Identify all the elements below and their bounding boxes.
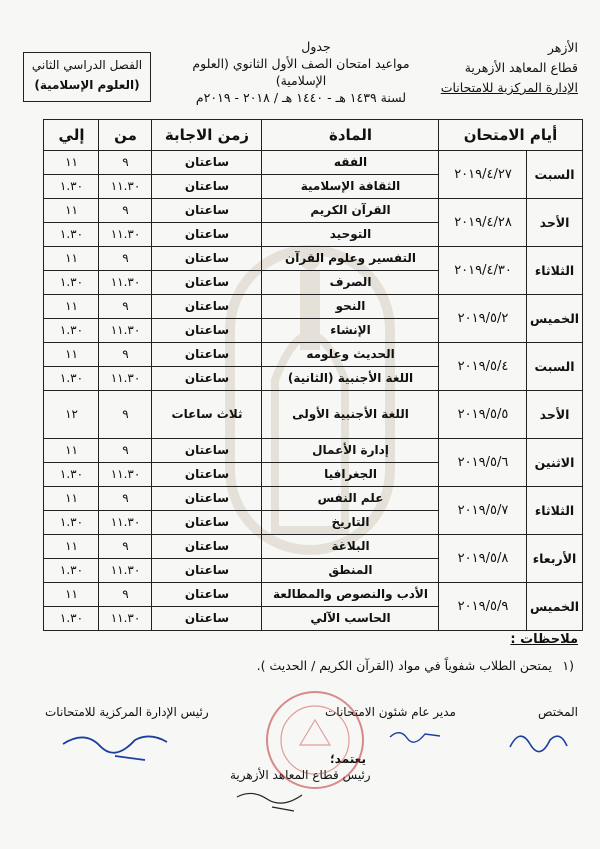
from-cell: ٩ <box>98 390 152 439</box>
exam-date-cell: ٢٠١٩/٤/٢٨ <box>438 198 527 247</box>
to-cell: ١.٣٠ <box>44 270 99 295</box>
subject-cell: التفسير وعلوم القرآن <box>261 246 439 271</box>
subject-cell: القرآن الكريم <box>261 198 439 223</box>
subject-cell: التوحيد <box>261 222 439 247</box>
subject-cell: الصرف <box>261 270 439 295</box>
to-cell: ١١ <box>44 198 99 223</box>
from-cell: ٩ <box>98 342 152 367</box>
duration-cell: ساعتان <box>151 510 262 535</box>
to-cell: ١.٣٠ <box>44 558 99 583</box>
header-from: من <box>98 120 152 151</box>
subject-cell: إدارة الأعمال <box>261 438 439 463</box>
duration-cell: ساعتان <box>151 270 262 295</box>
from-cell: ٩ <box>98 198 152 223</box>
title-academic-year: لسنة ١٤٣٩ هـ - ١٤٤٠ هـ / ٢٠١٨ - ٢٠١٩م <box>195 90 407 105</box>
approval-label: يعتمد؛ <box>330 752 366 766</box>
title-description: مواعيد امتحان الصف الأول الثانوي (العلوم الإسلامية) <box>192 56 410 88</box>
handwritten-signature-director-icon <box>385 722 445 746</box>
note-text: يمتحن الطلاب شفوياً في مواد (القرآن الكريم / الحديث ). <box>256 658 552 673</box>
to-cell: ١١ <box>44 150 99 175</box>
subject-cell: المنطق <box>261 558 439 583</box>
exam-date-cell: ٢٠١٩/٤/٣٠ <box>438 246 527 295</box>
subject-cell: الحاسب الآلي <box>261 606 439 631</box>
to-cell: ١١ <box>44 582 99 607</box>
from-cell: ١١.٣٠ <box>98 174 152 199</box>
handwritten-date-sector-icon <box>232 785 322 815</box>
document-title <box>186 38 416 106</box>
from-cell: ١١.٣٠ <box>98 606 152 631</box>
duration-cell: ساعتان <box>151 150 262 175</box>
exam-day-cell: الخميس <box>526 582 582 631</box>
subject-cell: الحديث وعلومه <box>261 342 439 367</box>
header-exam-days: أيام الامتحان <box>438 120 582 151</box>
to-cell: ١.٣٠ <box>44 510 99 535</box>
org-department: الإدارة المركزية للامتحانات <box>440 80 578 95</box>
schedule-table <box>43 119 583 631</box>
from-cell: ٩ <box>98 150 152 175</box>
subject-cell: اللغة الأجنبية الأولى <box>261 390 439 439</box>
to-cell: ١١ <box>44 534 99 559</box>
from-cell: ٩ <box>98 438 152 463</box>
signature-central-head-label: رئيس الإدارة المركزية للامتحانات <box>45 705 209 719</box>
from-cell: ١١.٣٠ <box>98 318 152 343</box>
exam-day-cell: الأربعاء <box>526 534 582 583</box>
duration-cell: ساعتان <box>151 294 262 319</box>
from-cell: ٩ <box>98 486 152 511</box>
subject-cell: علم النفس <box>261 486 439 511</box>
exam-day-cell: الخميس <box>526 294 582 343</box>
signature-sector-head-label: رئيس قطاع المعاهد الأزهرية <box>230 768 371 782</box>
handwritten-signature-central-head-icon <box>55 722 175 766</box>
exam-date-cell: ٢٠١٩/٥/٧ <box>438 486 527 535</box>
subject-cell: البلاغة <box>261 534 439 559</box>
from-cell: ١١.٣٠ <box>98 558 152 583</box>
subject-cell: الإنشاء <box>261 318 439 343</box>
header-subject: المادة <box>261 120 439 151</box>
to-cell: ١٢ <box>44 390 99 439</box>
exam-day-cell: الثلاثاء <box>526 246 582 295</box>
exam-date-cell: ٢٠١٩/٥/٦ <box>438 438 527 487</box>
exam-day-cell: السبت <box>526 150 582 199</box>
duration-cell: ساعتان <box>151 558 262 583</box>
to-cell: ١.٣٠ <box>44 318 99 343</box>
to-cell: ١١ <box>44 438 99 463</box>
from-cell: ١١.٣٠ <box>98 270 152 295</box>
duration-cell: ساعتان <box>151 486 262 511</box>
to-cell: ١.٣٠ <box>44 606 99 631</box>
note-number: ١) <box>562 658 574 673</box>
duration-cell: ساعتان <box>151 342 262 367</box>
semester-box <box>23 52 151 102</box>
to-cell: ١.٣٠ <box>44 366 99 391</box>
to-cell: ١١ <box>44 246 99 271</box>
exam-day-cell: الثلاثاء <box>526 486 582 535</box>
subject-cell: الجغرافيا <box>261 462 439 487</box>
duration-cell: ساعتان <box>151 534 262 559</box>
handwritten-signature-specialist-icon <box>505 722 575 758</box>
to-cell: ١.٣٠ <box>44 222 99 247</box>
to-cell: ١١ <box>44 294 99 319</box>
duration-cell: ساعتان <box>151 582 262 607</box>
exam-date-cell: ٢٠١٩/٥/٨ <box>438 534 527 583</box>
exam-date-cell: ٢٠١٩/٥/٤ <box>438 342 527 391</box>
notes-title: ملاحظات : <box>510 632 578 647</box>
exam-day-cell: السبت <box>526 342 582 391</box>
duration-cell: ساعتان <box>151 222 262 247</box>
exam-date-cell: ٢٠١٩/٥/٩ <box>438 582 527 631</box>
from-cell: ٩ <box>98 534 152 559</box>
duration-cell: ثلاث ساعات <box>151 390 262 439</box>
semester-label: الفصل الدراسي الثاني <box>31 58 143 72</box>
subject-cell: التاريخ <box>261 510 439 535</box>
duration-cell: ساعتان <box>151 198 262 223</box>
exam-day-cell: الاثنين <box>526 438 582 487</box>
duration-cell: ساعتان <box>151 462 262 487</box>
org-sector: قطاع المعاهد الأزهرية <box>464 60 578 75</box>
duration-cell: ساعتان <box>151 318 262 343</box>
duration-cell: ساعتان <box>151 246 262 271</box>
from-cell: ٩ <box>98 582 152 607</box>
official-stamp-icon <box>255 685 375 795</box>
duration-cell: ساعتان <box>151 438 262 463</box>
header-duration: زمن الاجابة <box>151 120 262 151</box>
org-name: الأزهر <box>547 40 578 55</box>
header-to: إلي <box>44 120 99 151</box>
to-cell: ١.٣٠ <box>44 174 99 199</box>
from-cell: ١١.٣٠ <box>98 462 152 487</box>
from-cell: ٩ <box>98 246 152 271</box>
signature-exams-director-label: مدير عام شئون الامتحانات <box>325 705 456 719</box>
subject-cell: اللغة الأجنبية (الثانية) <box>261 366 439 391</box>
to-cell: ١١ <box>44 486 99 511</box>
subject-cell: الأدب والنصوص والمطالعة <box>261 582 439 607</box>
exam-date-cell: ٢٠١٩/٤/٢٧ <box>438 150 527 199</box>
exam-date-cell: ٢٠١٩/٥/٥ <box>438 390 527 439</box>
exam-day-cell: الأحد <box>526 198 582 247</box>
duration-cell: ساعتان <box>151 606 262 631</box>
subject-cell: الثقافة الإسلامية <box>261 174 439 199</box>
title-label: جدول <box>301 39 331 54</box>
signature-specialist-label: المختص <box>538 705 578 719</box>
organization-header <box>418 38 578 98</box>
semester-division: (العلوم الإسلامية) <box>34 78 140 92</box>
to-cell: ١١ <box>44 342 99 367</box>
exam-date-cell: ٢٠١٩/٥/٢ <box>438 294 527 343</box>
from-cell: ١١.٣٠ <box>98 510 152 535</box>
subject-cell: النحو <box>261 294 439 319</box>
from-cell: ٩ <box>98 294 152 319</box>
duration-cell: ساعتان <box>151 366 262 391</box>
from-cell: ١١.٣٠ <box>98 222 152 247</box>
to-cell: ١.٣٠ <box>44 462 99 487</box>
exam-day-cell: الأحد <box>526 390 582 439</box>
subject-cell: الفقه <box>261 150 439 175</box>
from-cell: ١١.٣٠ <box>98 366 152 391</box>
duration-cell: ساعتان <box>151 174 262 199</box>
